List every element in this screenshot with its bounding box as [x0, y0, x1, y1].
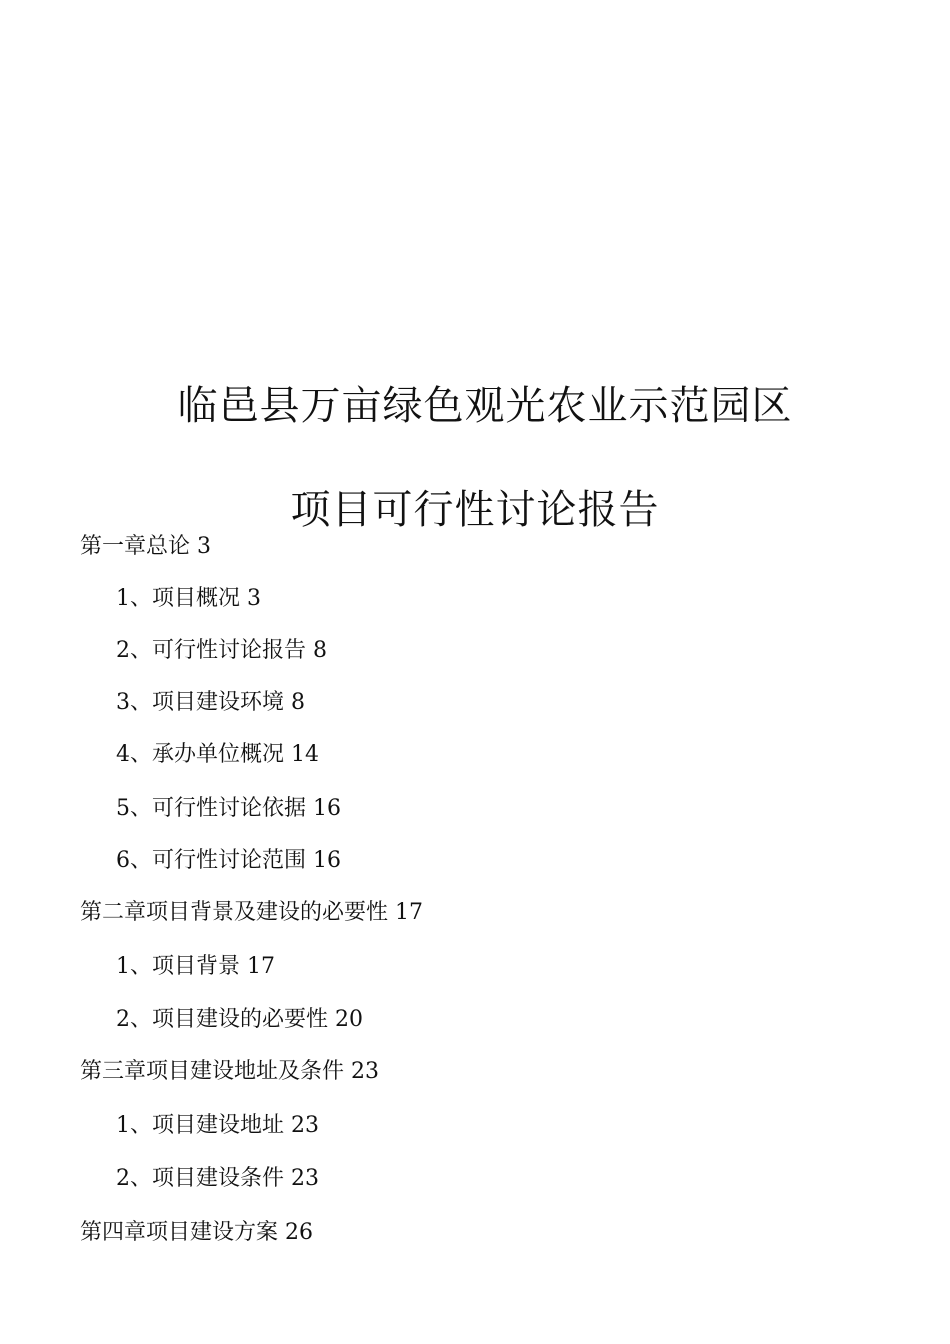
toc-chapter-3: 第三章项目建设地址及条件 23: [80, 1059, 379, 1084]
toc-section-3-2: 2、项目建设条件 23: [116, 1166, 319, 1191]
toc-chapter-2: 第二章项目背景及建设的必要性 17: [80, 900, 423, 925]
document-title-line-1: 临邑县万亩绿色观光农业示范园区: [177, 383, 793, 429]
toc-section-1-2: 2、可行性讨论报告 8: [116, 638, 327, 663]
toc-section-1-6: 6、可行性讨论范围 16: [116, 848, 341, 873]
document-title-line-2: 项目可行性讨论报告: [290, 487, 660, 533]
toc-section-2-2: 2、项目建设的必要性 20: [116, 1007, 363, 1032]
toc-section-2-1: 1、项目背景 17: [116, 954, 275, 979]
toc-section-1-3: 3、项目建设环境 8: [116, 690, 305, 715]
toc-chapter-1: 第一章总论 3: [80, 534, 211, 559]
toc-section-1-1: 1、项目概况 3: [116, 586, 261, 611]
toc-section-1-5: 5、可行性讨论依据 16: [116, 796, 341, 821]
toc-section-3-1: 1、项目建设地址 23: [116, 1113, 319, 1138]
toc-chapter-4: 第四章项目建设方案 26: [80, 1220, 313, 1245]
toc-section-1-4: 4、承办单位概况 14: [116, 742, 319, 767]
